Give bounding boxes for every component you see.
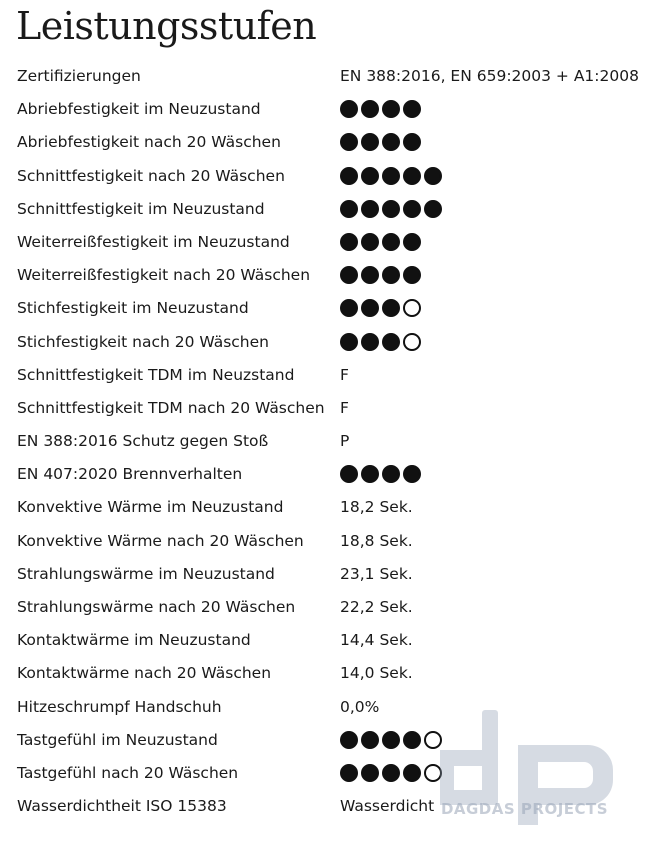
- row-label: Tastgefühl nach 20 Wäschen: [17, 763, 239, 782]
- row-label: EN 407:2020 Brennverhalten: [17, 465, 243, 484]
- table-row: [0, 657, 655, 690]
- empty-circle-icon: [403, 333, 421, 351]
- filled-circle-icon: [382, 764, 400, 782]
- filled-circle-icon: [361, 333, 379, 351]
- filled-circle-icon: [340, 299, 358, 317]
- filled-circle-icon: [340, 133, 358, 151]
- filled-circle-icon: [382, 333, 400, 351]
- row-label: Schnittfestigkeit im Neuzustand: [17, 199, 265, 218]
- row-label: Abriebfestigkeit im Neuzustand: [17, 100, 261, 119]
- row-label: Kontaktwärme nach 20 Wäschen: [17, 664, 272, 683]
- table-row: [0, 558, 655, 591]
- rating-dots: [340, 266, 421, 284]
- filled-circle-icon: [340, 100, 358, 118]
- table-row: [0, 60, 655, 93]
- filled-circle-icon: [403, 100, 421, 118]
- filled-circle-icon: [403, 465, 421, 483]
- filled-circle-icon: [403, 266, 421, 284]
- row-value: EN 388:2016, EN 659:2003 + A1:2008: [340, 67, 639, 85]
- rating-dots: [340, 233, 421, 251]
- filled-circle-icon: [403, 731, 421, 749]
- row-label: Weiterreißfestigkeit nach 20 Wäschen: [17, 266, 311, 285]
- table-row: [0, 624, 655, 657]
- row-label: Wasserdichtheit ISO 15383: [17, 797, 227, 816]
- table-row: [0, 359, 655, 392]
- row-value: 14,4 Sek.: [340, 631, 413, 650]
- row-label: Kontaktwärme im Neuzustand: [17, 631, 251, 650]
- rating-dots: [340, 133, 421, 151]
- row-value: F: [340, 398, 349, 417]
- rating-dots: [340, 764, 442, 782]
- row-label: Strahlungswärme im Neuzustand: [17, 564, 275, 583]
- filled-circle-icon: [361, 100, 379, 118]
- row-label: Strahlungswärme nach 20 Wäschen: [17, 598, 296, 616]
- rating-dots: [340, 200, 442, 218]
- table-row: [0, 491, 655, 524]
- table-row: [0, 392, 655, 425]
- filled-circle-icon: [361, 167, 379, 185]
- filled-circle-icon: [403, 233, 421, 251]
- table-row: [0, 160, 655, 193]
- filled-circle-icon: [382, 465, 400, 483]
- row-label: Weiterreißfestigkeit im Neuzustand: [17, 232, 290, 251]
- rating-dots: [340, 167, 442, 185]
- row-value: F: [340, 365, 349, 384]
- table-row: [0, 591, 655, 624]
- table-row: [0, 93, 655, 126]
- filled-circle-icon: [361, 200, 379, 218]
- table-row: [0, 525, 655, 558]
- filled-circle-icon: [382, 233, 400, 251]
- filled-circle-icon: [361, 465, 379, 483]
- filled-circle-icon: [361, 299, 379, 317]
- row-value: 23,1 Sek.: [340, 564, 413, 583]
- row-value: P: [340, 432, 350, 451]
- filled-circle-icon: [403, 764, 421, 782]
- filled-circle-icon: [382, 266, 400, 284]
- rating-dots: [340, 299, 421, 317]
- row-label: EN 388:2016 Schutz gegen Stoß: [17, 432, 269, 451]
- filled-circle-icon: [424, 167, 442, 185]
- row-value: 0,0%: [340, 697, 380, 716]
- table-row: [0, 193, 655, 226]
- filled-circle-icon: [340, 731, 358, 749]
- row-label: Schnittfestigkeit TDM nach 20 Wäschen: [17, 398, 325, 417]
- filled-circle-icon: [361, 764, 379, 782]
- filled-circle-icon: [382, 133, 400, 151]
- filled-circle-icon: [340, 233, 358, 251]
- brand-watermark-text: DAGDAS PROJECTS: [440, 800, 609, 818]
- filled-circle-icon: [382, 299, 400, 317]
- table-row: [0, 458, 655, 491]
- row-label: Stichfestigkeit im Neuzustand: [17, 299, 249, 318]
- table-row: [0, 126, 655, 159]
- row-label: Tastgefühl im Neuzustand: [17, 730, 218, 749]
- filled-circle-icon: [340, 465, 358, 483]
- filled-circle-icon: [361, 233, 379, 251]
- row-label: Abriebfestigkeit nach 20 Wäschen: [17, 133, 281, 152]
- table-row: [0, 292, 655, 325]
- row-label: Zertifizierungen: [17, 67, 141, 85]
- filled-circle-icon: [382, 731, 400, 749]
- rating-dots: [340, 100, 421, 118]
- filled-circle-icon: [340, 333, 358, 351]
- filled-circle-icon: [403, 167, 421, 185]
- filled-circle-icon: [382, 200, 400, 218]
- row-label: Konvektive Wärme nach 20 Wäschen: [17, 531, 304, 550]
- table-row: [0, 425, 655, 458]
- filled-circle-icon: [361, 133, 379, 151]
- empty-circle-icon: [403, 299, 421, 317]
- row-value: 18,2 Sek.: [340, 498, 413, 517]
- row-label: Konvektive Wärme im Neuzustand: [17, 498, 284, 517]
- table-row: [0, 326, 655, 359]
- filled-circle-icon: [340, 266, 358, 284]
- filled-circle-icon: [361, 731, 379, 749]
- filled-circle-icon: [424, 200, 442, 218]
- table-row: [0, 226, 655, 259]
- filled-circle-icon: [382, 167, 400, 185]
- row-label: Schnittfestigkeit TDM im Neuzstand: [17, 365, 295, 384]
- row-label: Schnittfestigkeit nach 20 Wäschen: [17, 166, 285, 185]
- filled-circle-icon: [340, 764, 358, 782]
- filled-circle-icon: [403, 133, 421, 151]
- row-value: 22,2 Sek.: [340, 598, 413, 616]
- filled-circle-icon: [340, 200, 358, 218]
- rating-dots: [340, 465, 421, 483]
- rating-dots: [340, 731, 442, 749]
- row-value: Wasserdicht: [340, 797, 435, 816]
- filled-circle-icon: [403, 200, 421, 218]
- filled-circle-icon: [382, 100, 400, 118]
- page-title: Leistungsstufen: [16, 4, 317, 48]
- row-value: 18,8 Sek.: [340, 531, 413, 550]
- row-label: Stichfestigkeit nach 20 Wäschen: [17, 332, 269, 351]
- filled-circle-icon: [340, 167, 358, 185]
- row-value: 14,0 Sek.: [340, 664, 413, 683]
- filled-circle-icon: [361, 266, 379, 284]
- rating-dots: [340, 333, 421, 351]
- row-label: Hitzeschrumpf Handschuh: [17, 697, 222, 716]
- table-row: [0, 259, 655, 292]
